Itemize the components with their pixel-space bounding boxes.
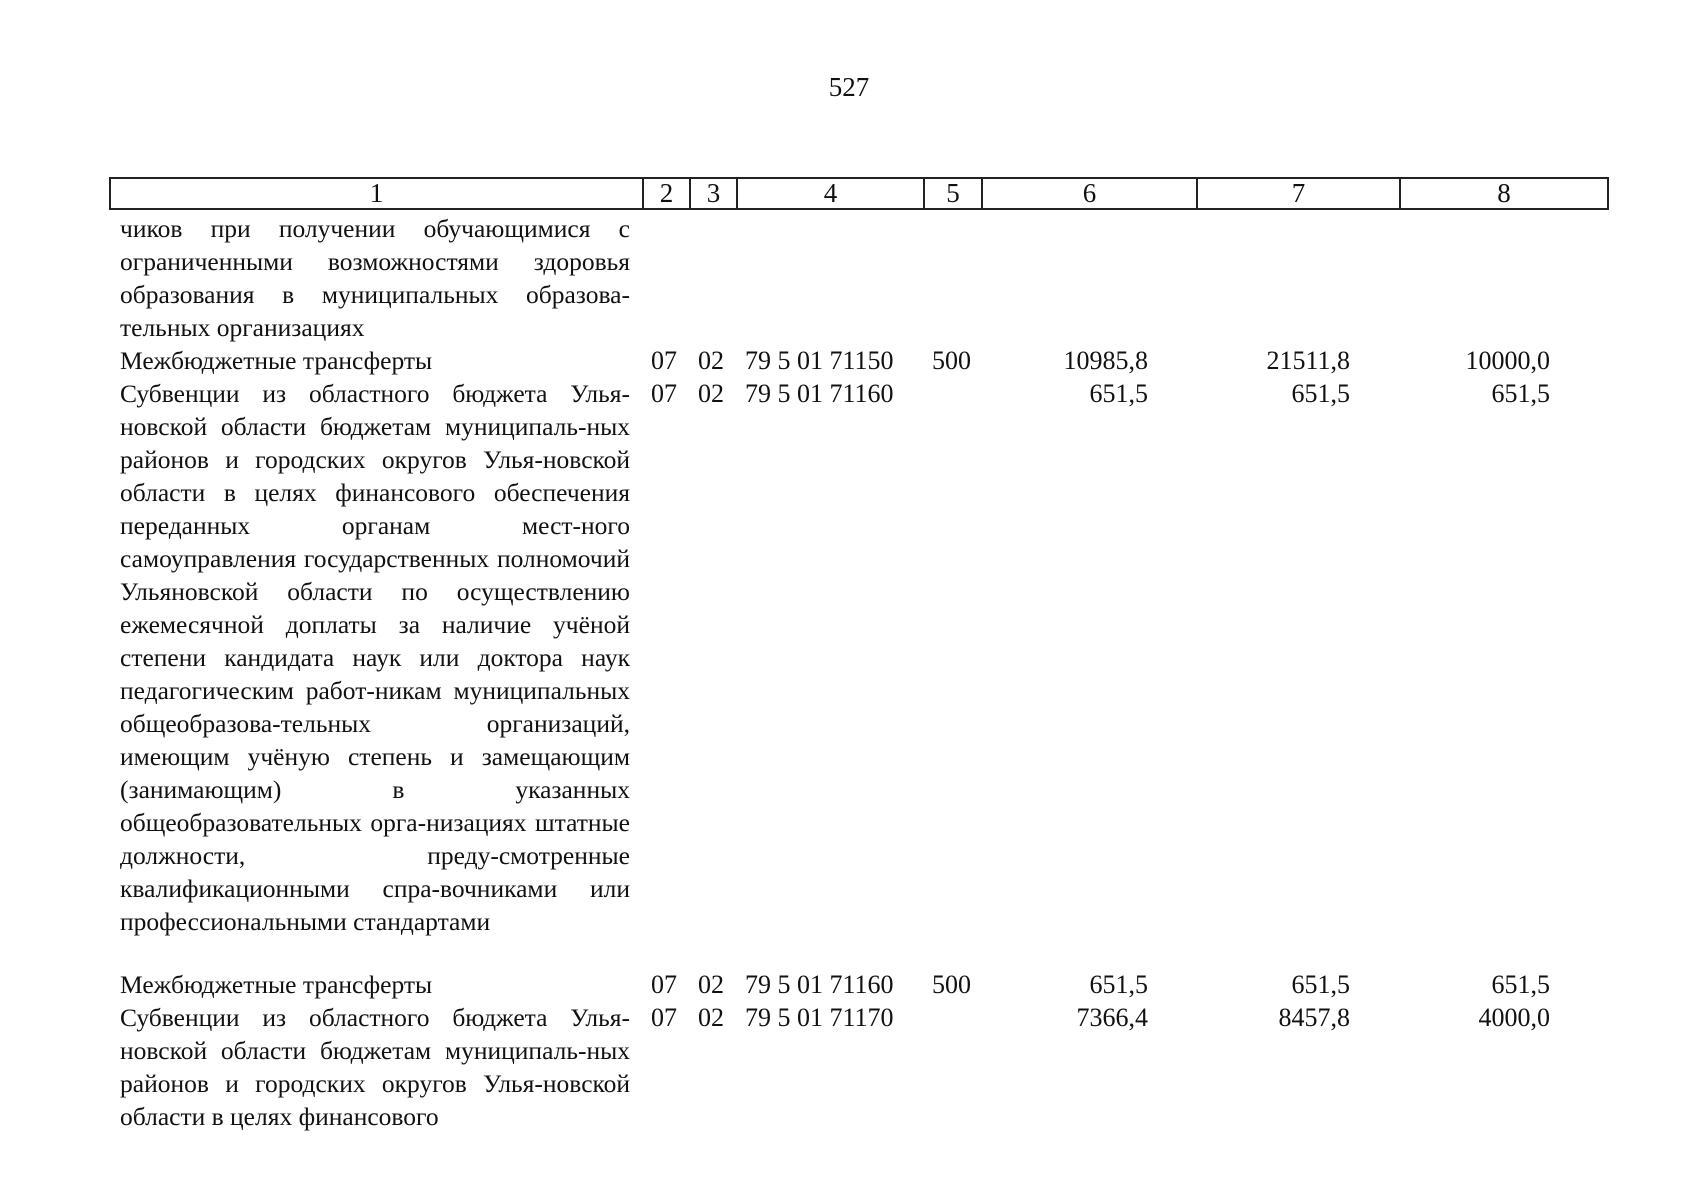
row-value-8: 651,5 [1491,379,1550,408]
row-target-code: 79 5 01 71160 [745,379,894,408]
row-value-6: 7366,4 [1076,1003,1148,1032]
row-value-8: 651,5 [1491,970,1550,999]
row-target-code: 79 5 01 71160 [745,970,894,999]
row-value-8: 10000,0 [1465,346,1550,375]
row-description: чиков при получении обучающимися с ограниченными возможностями здоровья образования в муниципальных образова-тельных организациях [120,214,630,342]
row-subsection: 02 [698,346,724,375]
row-section: 07 [651,970,677,999]
table-header [109,177,1609,210]
row-value-6: 10985,8 [1063,346,1148,375]
row-value-7: 651,5 [1291,379,1350,408]
row-expense-type: 500 [932,970,971,999]
row-subsection: 02 [698,970,724,999]
row-value-7: 21511,8 [1266,346,1350,375]
page-number: 527 [828,72,870,102]
row-value-7: 8457,8 [1278,1003,1350,1032]
row-value-8: 4000,0 [1478,1003,1550,1032]
header-col-7: 7 [1197,178,1400,209]
header-col-8: 8 [1400,178,1608,209]
row-value-6: 651,5 [1089,379,1148,408]
header-col-2: 2 [643,178,690,209]
header-col-3: 3 [690,178,737,209]
row-value-6: 651,5 [1089,970,1148,999]
row-description: Межбюджетные трансферты [120,346,433,375]
row-description: Субвенции из областного бюджета Улья-новской области бюджетам муниципаль-ных районов и городских округов Улья-новской области в целях финансового [120,1003,630,1131]
header-col-4: 4 [737,178,924,209]
header-col-1: 1 [110,178,643,209]
header-col-6: 6 [982,178,1197,209]
row-section: 07 [651,346,677,375]
row-expense-type: 500 [932,346,971,375]
row-target-code: 79 5 01 71150 [745,346,894,375]
row-subsection: 02 [698,1003,724,1032]
row-section: 07 [651,379,677,408]
header-col-5: 5 [924,178,982,209]
row-value-7: 651,5 [1291,970,1350,999]
row-section: 07 [651,1003,677,1032]
row-description: Межбюджетные трансферты [120,970,433,999]
row-target-code: 79 5 01 71170 [745,1003,894,1032]
row-description: Субвенции из областного бюджета Улья-новской области бюджетам муниципаль-ных районов и городских округов Улья-новской области в целях финансового обеспечения переданных органам мест-ного самоуправления государственных полномочий Ульяновской области по осуществлению ежемесячной доплаты за наличие учёной степени кандидата наук или доктора наук педагогическим работ-никам муниципальных общеобразова-тельных организаций, имеющим учёную степень и замещающим (занимающим) в указанных общеобразовательных орга-низациях штатные должности, преду-смотренные квалификационными спра-вочниками или профессиональными стандартами [120,379,630,936]
row-subsection: 02 [698,379,724,408]
